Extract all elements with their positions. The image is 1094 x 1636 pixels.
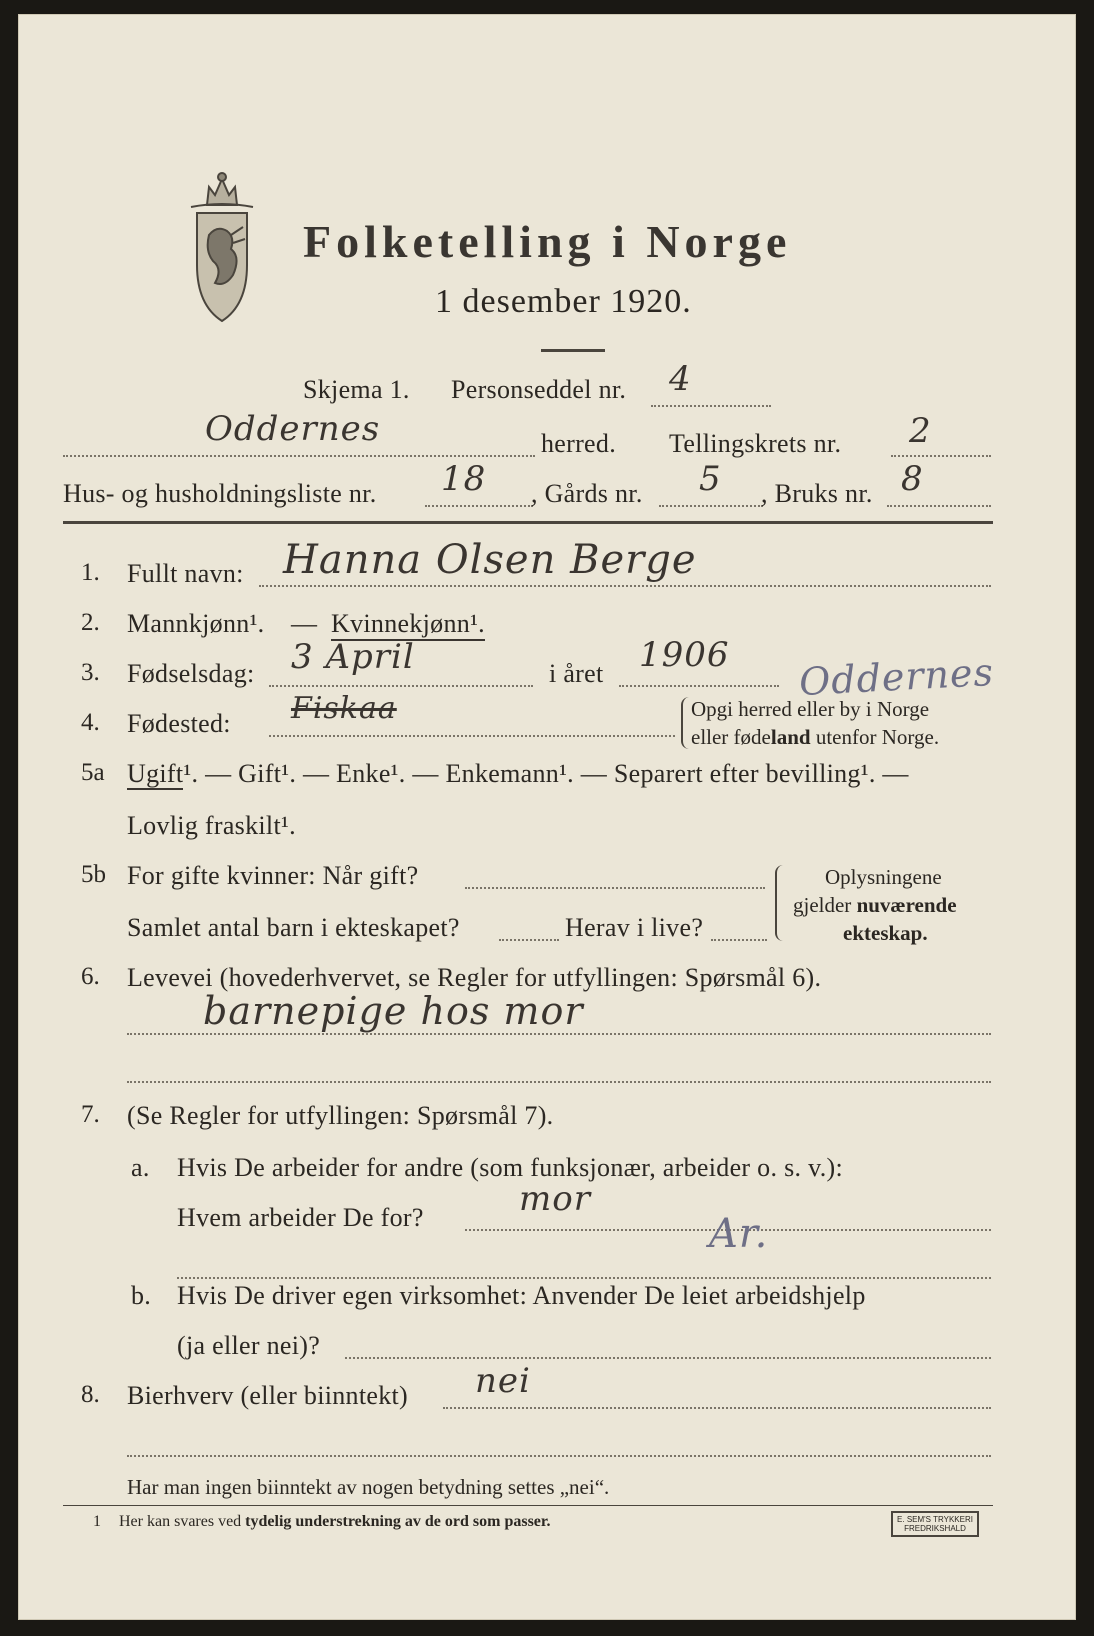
q7-label: (Se Regler for utfyllingen: Spørsmål 7).: [127, 1101, 554, 1130]
q6-line1: [127, 1033, 991, 1035]
q4-note-line2: [691, 725, 939, 750]
q8-line1: [443, 1407, 991, 1409]
q5b-when-married: For gifte kvinner: Når gift?: [127, 861, 419, 890]
q4-note-line2-a: eller føde: [691, 725, 771, 749]
q7b-line: [345, 1357, 991, 1359]
q6-line2: [127, 1081, 991, 1083]
q2-number: 2.: [81, 609, 100, 636]
q4-note-line2-bold: land: [770, 725, 811, 749]
gards-line: [659, 505, 763, 507]
q1-line: [259, 585, 991, 587]
q5a-options: [127, 759, 909, 789]
q7a-letter: a.: [131, 1153, 150, 1182]
hus-label: Hus- og husholdningsliste nr.: [63, 479, 377, 508]
q4-struck-value: Fiskaa: [291, 691, 397, 726]
form-title: Folketelling i Norge: [303, 216, 792, 267]
q5a-ugift-underlined: Ugift: [127, 759, 184, 788]
q5a-other-options: ¹. — Gift¹. — Enke¹. — Enkemann¹. — Separert efter bevilling¹. —: [183, 759, 909, 788]
q2-kvinne-underlined: Kvinnekjønn¹.: [331, 609, 485, 641]
q2-dash: —: [291, 609, 318, 638]
tellingskrets-line: [891, 455, 991, 457]
skjema-label: Skjema 1.: [303, 375, 410, 404]
q5b-note-brace: [775, 865, 783, 941]
q7b-label: Hvis De driver egen virksomhet: Anvender De leiet arbeidshjelp: [177, 1281, 866, 1310]
hus-value: 18: [441, 459, 487, 499]
q4-note-line2-c: utenfor Norge.: [810, 725, 940, 749]
q5a-line2: Lovlig fraskilt¹.: [127, 811, 296, 840]
footnote-text-a: Her kan svares ved: [119, 1513, 246, 1530]
q5b-children-alive: Herav i live?: [565, 913, 704, 942]
q4-note-line1: Opgi herred eller by i Norge: [691, 697, 930, 721]
q3-year-value: 1906: [639, 635, 730, 675]
q4-number: 4.: [81, 709, 100, 736]
q8-line2: [127, 1455, 991, 1457]
herred-line: [63, 455, 535, 457]
q5a-number: 5a: [81, 759, 105, 786]
title-divider: [541, 349, 605, 352]
q5b-note-line1: Oplysningene: [825, 865, 942, 889]
q4-handwritten-birthplace: Oddernes: [797, 649, 995, 705]
q8-number: 8.: [81, 1381, 100, 1408]
q7a-label: Hvis De arbeider for andre (som funksjonær, arbeider o. s. v.):: [177, 1153, 843, 1182]
q7a-value: mor: [519, 1179, 591, 1219]
herred-value: Oddernes: [205, 409, 381, 449]
q6-number: 6.: [81, 963, 100, 990]
q7b-question: (ja eller nei)?: [177, 1331, 321, 1360]
q3-label: Fødselsdag:: [127, 659, 255, 688]
q1-number: 1.: [81, 559, 100, 586]
q5b-when-line: [465, 887, 765, 889]
q6-value: barnepige hos mor: [203, 989, 584, 1033]
q7a-line2: [177, 1277, 991, 1279]
q1-label: Fullt navn:: [127, 559, 244, 588]
q7b-letter: b.: [131, 1281, 152, 1310]
q5b-children-total: Samlet antal barn i ekteskapet?: [127, 913, 460, 942]
q5b-note-line3: ekteskap.: [843, 921, 928, 945]
q3-day-line: [269, 685, 533, 687]
personseddel-label: Personseddel nr.: [451, 375, 627, 404]
footer-divider: [63, 1505, 993, 1506]
bruks-line: [887, 505, 991, 507]
q8-value: nei: [475, 1361, 531, 1401]
q2-mann: Mannkjønn¹.: [127, 609, 265, 638]
q5b-children-line: [499, 939, 559, 941]
bruks-value: 8: [901, 459, 924, 499]
q8-label: Bierhverv (eller biinntekt): [127, 1381, 408, 1410]
q4-note-brace: [681, 697, 689, 749]
q4-label: Fødested:: [127, 709, 231, 738]
printer-stamp: E. SEM'S TRYKKERI FREDRIKSHALD: [891, 1511, 979, 1537]
q7-number: 7.: [81, 1101, 100, 1128]
gards-label: , Gårds nr.: [531, 479, 643, 508]
q5b-note-line2-a: gjelder: [793, 893, 857, 917]
tellingskrets-label: Tellingskrets nr.: [669, 429, 842, 458]
footnote: [93, 1513, 551, 1531]
gards-value: 5: [699, 459, 722, 499]
q3-year-line: [619, 685, 779, 687]
footnote-text-bold: tydelig understrekning av de ord som passer.: [245, 1513, 551, 1530]
census-form-sheet: [18, 14, 1076, 1620]
q5b-note-line2: [793, 893, 957, 918]
q4-line: [269, 735, 675, 737]
footnote-number: 1: [93, 1513, 101, 1530]
hus-line: [425, 505, 533, 507]
q7a-question: Hvem arbeider De for?: [177, 1203, 424, 1232]
q3-number: 3.: [81, 659, 100, 686]
personseddel-line: [651, 405, 771, 407]
personseddel-value: 4: [669, 359, 692, 399]
tellingskrets-value: 2: [909, 411, 932, 451]
bruks-label: , Bruks nr.: [761, 479, 873, 508]
herred-label: herred.: [541, 429, 616, 458]
q5b-note-line2-bold: nuværende: [856, 893, 957, 917]
q3-day-value: 3 April: [291, 637, 415, 677]
q6-label: Levevei (hovederhvervet, se Regler for utfyllingen: Spørsmål 6).: [127, 963, 822, 992]
q5b-alive-line: [711, 939, 767, 941]
q1-value: Hanna Olsen Berge: [283, 537, 697, 583]
q7a-handwritten-note: Ar.: [709, 1211, 769, 1257]
q3-year-label: i året: [549, 659, 604, 688]
q5b-number: 5b: [81, 861, 106, 888]
header-divider: [63, 521, 993, 524]
coat-of-arms-icon: [177, 165, 267, 325]
form-date: 1 desember 1920.: [435, 283, 692, 320]
footer-note: Har man ingen biinntekt av nogen betydning settes „nei“.: [127, 1475, 610, 1499]
